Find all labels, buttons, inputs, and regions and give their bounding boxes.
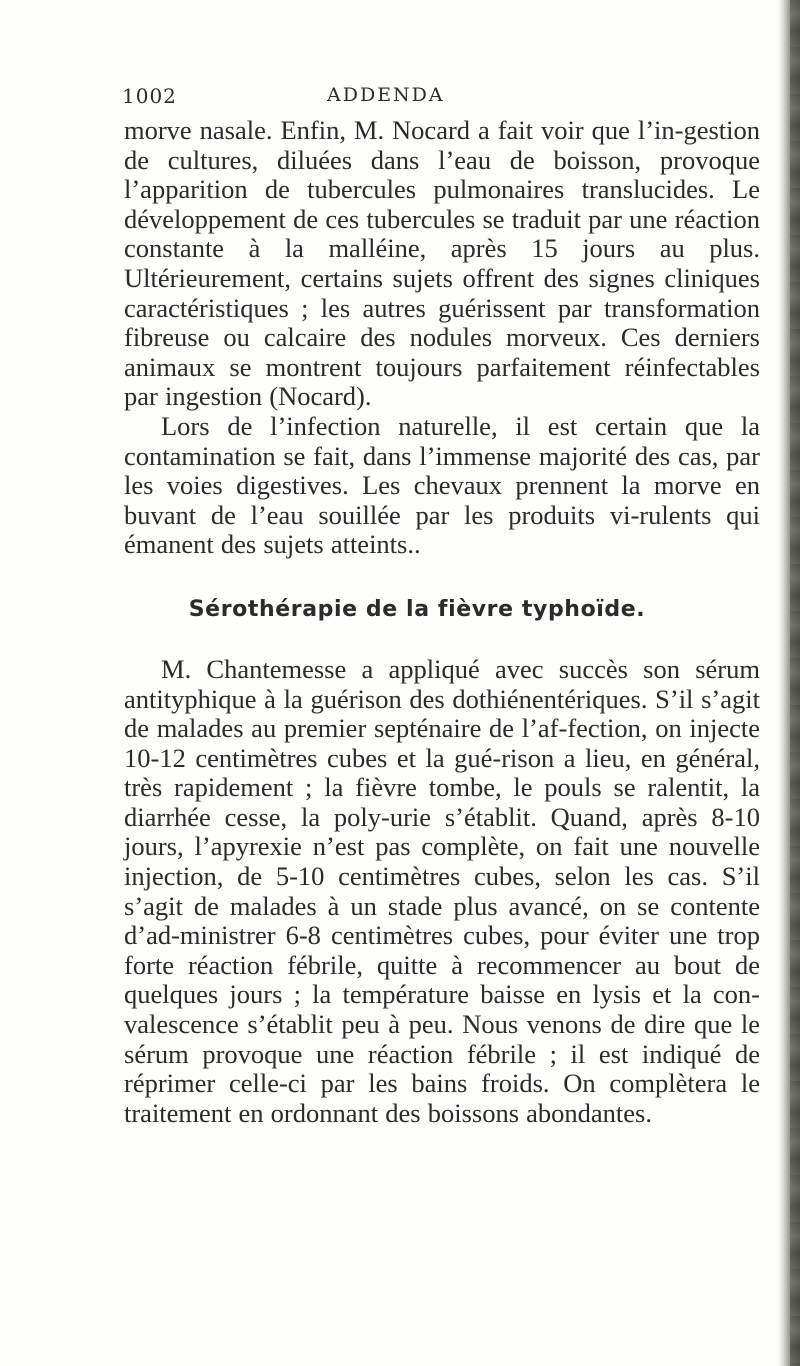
paragraph-infection-naturelle: Lors de l’infection naturelle, il est certain que la contamination se fait, dans l’immense majorité des cas, par les voies digestives. Les chevaux prennent la morve en buvant de l’eau souillée par les produits vi-rulents qui émanent des sujets atteints.. bbox=[124, 410, 760, 560]
running-head bbox=[122, 84, 742, 114]
page-edge-texture bbox=[790, 0, 800, 1366]
paragraph-morve-ingestion: morve nasale. Enfin, M. Nocard a fait voir que l’in-gestion de cultures, diluées dans l’eau de boisson, provoque l’apparition de tubercules pulmonaires translucides. Le développement de ces tubercules se traduit par une réaction constante à la malléine, après 15 jours au plus. Ultérieurement, certains sujets offrent des signes cliniques caractéristiques ; les autres guérissent par transformation fibreuse ou calcaire des nodules morveux. Ces derniers animaux se montrent toujours parfaitement réinfectables par ingestion (Nocard). bbox=[124, 115, 760, 412]
paragraph-serotherapie: M. Chantemesse a appliqué avec succès son sérum antityphique à la guérison des dothiénentériques. S’il s’agit de malades au premier septénaire de l’af-fection, on injecte 10-12 centimètres cubes et la gué-rison a lieu, en général, très rapidement ; la fièvre tombe, le pouls se ralentit, la diarrhée cesse, la poly-urie s’établit. Quand, après 8-10 jours, l’apyrexie n’est pas complète, on fait une nouvelle injection, de 5-10 centimètres cubes, selon les cas. S’il s’agit de malades à un stade plus avancé, on se contente d’ad-ministrer 6-8 centimètres cubes, pour éviter une trop forte réaction fébrile, quitte à recommencer au bout de quelques jours ; la température baisse en lysis et la con-valescence s’établit peu à peu. Nous venons de dire que le sérum provoque une réaction fébrile ; il est indiqué de réprimer celle-ci par les bains froids. On complètera le traitement en ordonnant des boissons abondantes. bbox=[124, 653, 760, 1128]
body-text bbox=[124, 116, 760, 1128]
page-number: 1002 bbox=[122, 84, 177, 108]
section-heading: Sérothérapie de la fièvre typhoïde. bbox=[188, 596, 646, 622]
running-head-title: ADDENDA bbox=[327, 84, 445, 106]
